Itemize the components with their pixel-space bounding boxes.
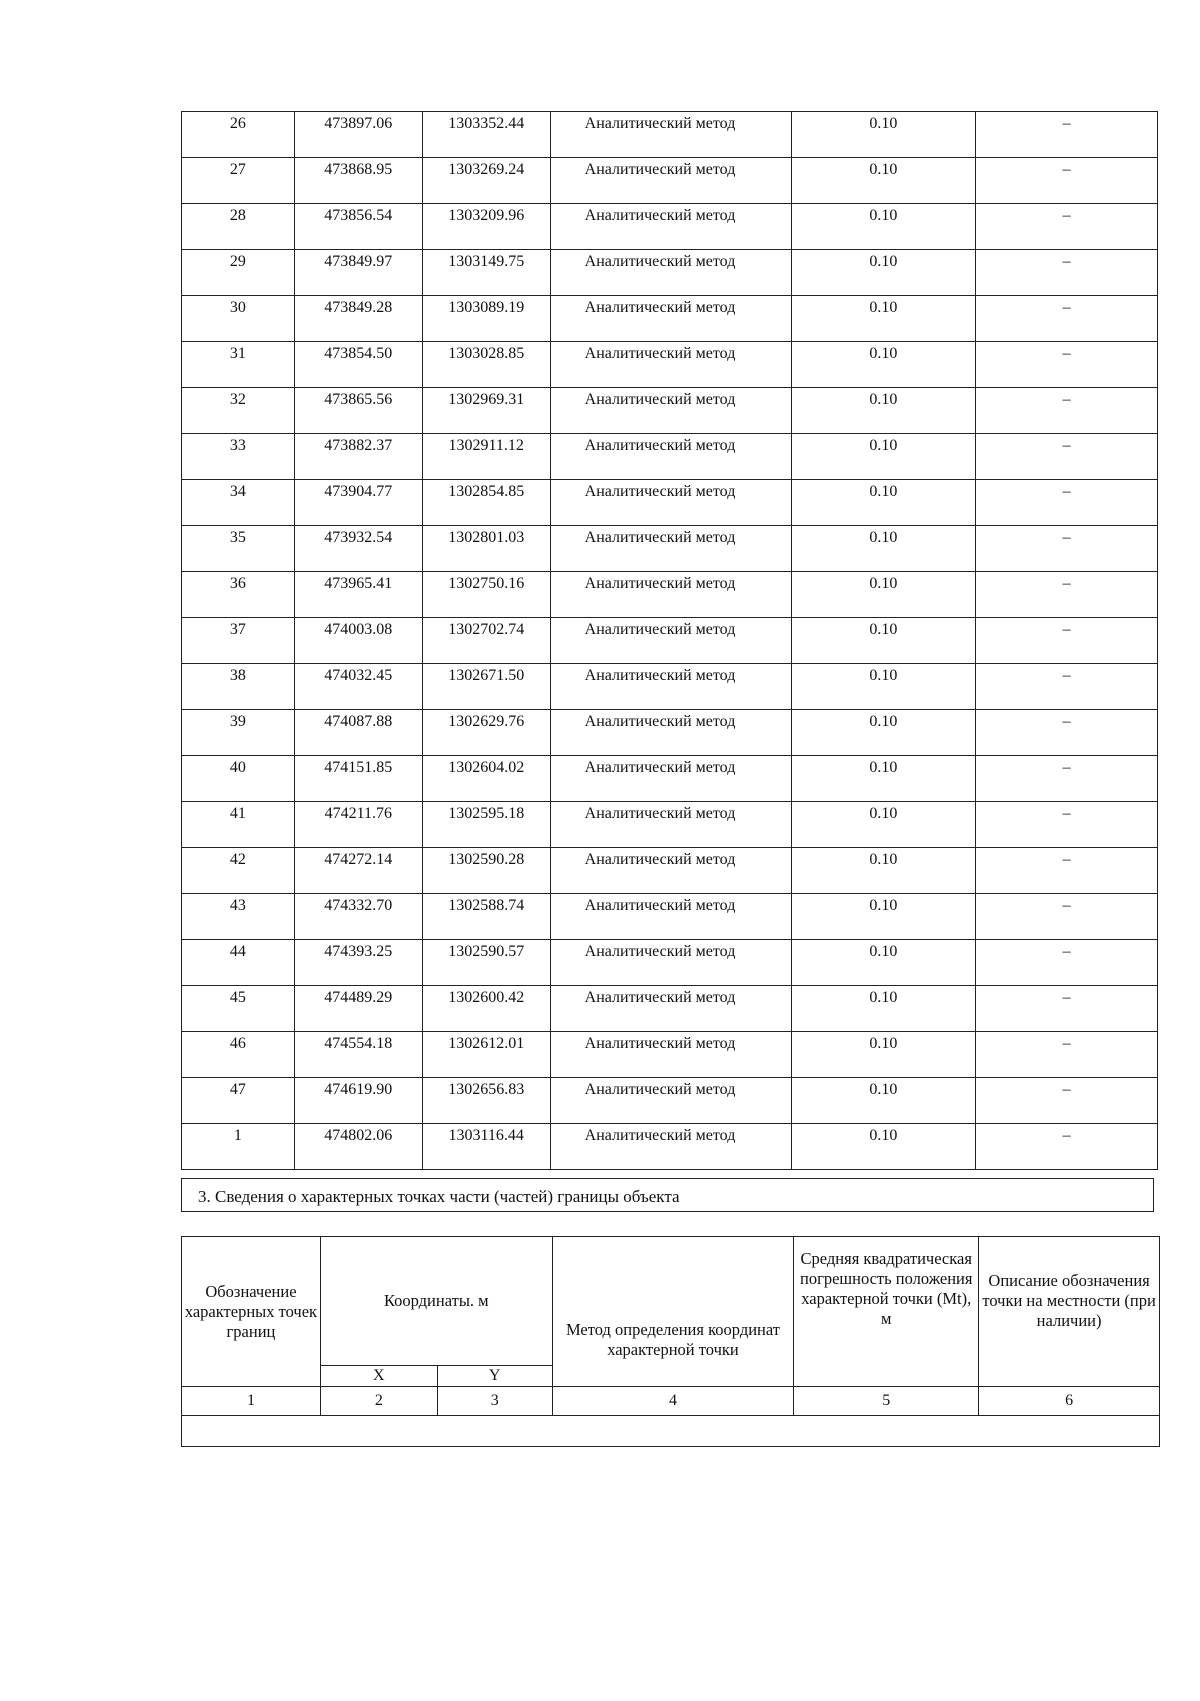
point-number: 27 xyxy=(182,158,295,204)
accuracy: 0.10 xyxy=(791,204,976,250)
coord-y: 1303028.85 xyxy=(422,342,550,388)
description: – xyxy=(976,204,1158,250)
table-row xyxy=(182,1032,1158,1078)
point-number: 44 xyxy=(182,940,295,986)
method: Аналитический метод xyxy=(550,1124,791,1170)
description: – xyxy=(976,526,1158,572)
description: – xyxy=(976,986,1158,1032)
table-row xyxy=(182,296,1158,342)
coordinates-table xyxy=(181,111,1158,1170)
coord-x: 474032.45 xyxy=(294,664,422,710)
coord-x: 474087.88 xyxy=(294,710,422,756)
coord-x: 474489.29 xyxy=(294,986,422,1032)
description: – xyxy=(976,572,1158,618)
coord-x: 473897.06 xyxy=(294,112,422,158)
coord-y: 1302590.57 xyxy=(422,940,550,986)
method: Аналитический метод xyxy=(550,940,791,986)
method: Аналитический метод xyxy=(550,802,791,848)
table-row xyxy=(182,526,1158,572)
method: Аналитический метод xyxy=(550,756,791,802)
column-number-5: 5 xyxy=(794,1387,979,1416)
coord-y: 1302612.01 xyxy=(422,1032,550,1078)
coord-x: 473849.97 xyxy=(294,250,422,296)
table-row xyxy=(182,1124,1158,1170)
table-row xyxy=(182,756,1158,802)
method: Аналитический метод xyxy=(550,572,791,618)
coord-x: 474272.14 xyxy=(294,848,422,894)
point-number: 46 xyxy=(182,1032,295,1078)
accuracy: 0.10 xyxy=(791,112,976,158)
coord-x: 473868.95 xyxy=(294,158,422,204)
method: Аналитический метод xyxy=(550,204,791,250)
method: Аналитический метод xyxy=(550,342,791,388)
table-row xyxy=(182,572,1158,618)
point-number: 40 xyxy=(182,756,295,802)
header-method: Метод определения координат характерной точки xyxy=(552,1237,794,1387)
accuracy: 0.10 xyxy=(791,664,976,710)
header-x: X xyxy=(320,1366,437,1387)
description: – xyxy=(976,158,1158,204)
table-row xyxy=(182,480,1158,526)
coord-y: 1302590.28 xyxy=(422,848,550,894)
coord-x: 474802.06 xyxy=(294,1124,422,1170)
coordinates-table-body xyxy=(182,112,1158,1170)
accuracy: 0.10 xyxy=(791,1032,976,1078)
accuracy: 0.10 xyxy=(791,1078,976,1124)
accuracy: 0.10 xyxy=(791,296,976,342)
accuracy: 0.10 xyxy=(791,434,976,480)
description: – xyxy=(976,894,1158,940)
coord-y: 1303352.44 xyxy=(422,112,550,158)
coord-x: 474554.18 xyxy=(294,1032,422,1078)
point-number: 33 xyxy=(182,434,295,480)
method: Аналитический метод xyxy=(550,1078,791,1124)
accuracy: 0.10 xyxy=(791,848,976,894)
header-coordinates: Координаты. м xyxy=(320,1237,552,1366)
description: – xyxy=(976,1032,1158,1078)
accuracy: 0.10 xyxy=(791,572,976,618)
coord-x: 474332.70 xyxy=(294,894,422,940)
method: Аналитический метод xyxy=(550,480,791,526)
coord-x: 473904.77 xyxy=(294,480,422,526)
accuracy: 0.10 xyxy=(791,388,976,434)
column-number-2: 2 xyxy=(320,1387,437,1416)
description: – xyxy=(976,618,1158,664)
description: – xyxy=(976,802,1158,848)
header-accuracy: Средняя квадратическая погрешность положения характерной точки (Mt), м xyxy=(794,1237,979,1387)
header-description: Описание обозначения точки на местности (при наличии) xyxy=(979,1237,1160,1387)
accuracy: 0.10 xyxy=(791,894,976,940)
table-row xyxy=(182,618,1158,664)
accuracy: 0.10 xyxy=(791,756,976,802)
point-number: 45 xyxy=(182,986,295,1032)
coord-y: 1303269.24 xyxy=(422,158,550,204)
coord-y: 1303089.19 xyxy=(422,296,550,342)
coord-y: 1302588.74 xyxy=(422,894,550,940)
coord-y: 1303116.44 xyxy=(422,1124,550,1170)
coord-y: 1302702.74 xyxy=(422,618,550,664)
header-y: Y xyxy=(437,1366,552,1387)
coord-x: 474619.90 xyxy=(294,1078,422,1124)
table-row xyxy=(182,710,1158,756)
description: – xyxy=(976,296,1158,342)
column-number-4: 4 xyxy=(552,1387,794,1416)
coord-x: 474151.85 xyxy=(294,756,422,802)
coord-x: 473849.28 xyxy=(294,296,422,342)
table-row xyxy=(182,1078,1158,1124)
method: Аналитический метод xyxy=(550,434,791,480)
point-number: 37 xyxy=(182,618,295,664)
table-row xyxy=(182,848,1158,894)
method: Аналитический метод xyxy=(550,894,791,940)
table-row xyxy=(182,664,1158,710)
point-number: 1 xyxy=(182,1124,295,1170)
coord-y: 1302854.85 xyxy=(422,480,550,526)
point-number: 32 xyxy=(182,388,295,434)
coord-y: 1303149.75 xyxy=(422,250,550,296)
table-row xyxy=(182,342,1158,388)
coord-x: 474211.76 xyxy=(294,802,422,848)
coord-x: 473932.54 xyxy=(294,526,422,572)
point-number: 35 xyxy=(182,526,295,572)
coord-x: 474003.08 xyxy=(294,618,422,664)
method: Аналитический метод xyxy=(550,710,791,756)
table-row xyxy=(182,158,1158,204)
accuracy: 0.10 xyxy=(791,526,976,572)
accuracy: 0.10 xyxy=(791,342,976,388)
coord-y: 1302629.76 xyxy=(422,710,550,756)
coord-x: 473865.56 xyxy=(294,388,422,434)
method: Аналитический метод xyxy=(550,388,791,434)
coord-y: 1303209.96 xyxy=(422,204,550,250)
point-number: 39 xyxy=(182,710,295,756)
section-3-caption xyxy=(181,1178,1154,1212)
table-row xyxy=(182,250,1158,296)
header-point: Обозначение характерных точек границ xyxy=(182,1237,321,1387)
method: Аналитический метод xyxy=(550,848,791,894)
accuracy: 0.10 xyxy=(791,940,976,986)
coord-y: 1302595.18 xyxy=(422,802,550,848)
column-number-3: 3 xyxy=(437,1387,552,1416)
accuracy: 0.10 xyxy=(791,802,976,848)
point-number: 42 xyxy=(182,848,295,894)
coord-x: 473882.37 xyxy=(294,434,422,480)
method: Аналитический метод xyxy=(550,618,791,664)
point-number: 36 xyxy=(182,572,295,618)
description: – xyxy=(976,434,1158,480)
description: – xyxy=(976,480,1158,526)
method: Аналитический метод xyxy=(550,986,791,1032)
description: – xyxy=(976,1124,1158,1170)
coord-x: 474393.25 xyxy=(294,940,422,986)
method: Аналитический метод xyxy=(550,112,791,158)
accuracy: 0.10 xyxy=(791,480,976,526)
point-number: 30 xyxy=(182,296,295,342)
table-row xyxy=(182,434,1158,480)
accuracy: 0.10 xyxy=(791,250,976,296)
coord-y: 1302656.83 xyxy=(422,1078,550,1124)
table-row xyxy=(182,204,1158,250)
method: Аналитический метод xyxy=(550,158,791,204)
accuracy: 0.10 xyxy=(791,710,976,756)
method: Аналитический метод xyxy=(550,526,791,572)
accuracy: 0.10 xyxy=(791,986,976,1032)
method: Аналитический метод xyxy=(550,250,791,296)
coord-x: 473856.54 xyxy=(294,204,422,250)
coord-y: 1302604.02 xyxy=(422,756,550,802)
parts-header-table xyxy=(181,1236,1160,1447)
table-row xyxy=(182,388,1158,434)
description: – xyxy=(976,342,1158,388)
description: – xyxy=(976,710,1158,756)
table-row xyxy=(182,802,1158,848)
description: – xyxy=(976,250,1158,296)
point-number: 34 xyxy=(182,480,295,526)
coord-x: 473854.50 xyxy=(294,342,422,388)
method: Аналитический метод xyxy=(550,1032,791,1078)
point-number: 41 xyxy=(182,802,295,848)
point-number: 26 xyxy=(182,112,295,158)
description: – xyxy=(976,756,1158,802)
table-row xyxy=(182,112,1158,158)
table-row xyxy=(182,894,1158,940)
section-3-title: 3. Сведения о характерных точках части (частей) границы объекта xyxy=(198,1187,680,1206)
coord-x: 473965.41 xyxy=(294,572,422,618)
coord-y: 1302671.50 xyxy=(422,664,550,710)
point-number: 31 xyxy=(182,342,295,388)
description: – xyxy=(976,1078,1158,1124)
accuracy: 0.10 xyxy=(791,618,976,664)
description: – xyxy=(976,112,1158,158)
description: – xyxy=(976,388,1158,434)
coord-y: 1302600.42 xyxy=(422,986,550,1032)
description: – xyxy=(976,940,1158,986)
description: – xyxy=(976,664,1158,710)
coord-y: 1302969.31 xyxy=(422,388,550,434)
point-number: 38 xyxy=(182,664,295,710)
point-number: 43 xyxy=(182,894,295,940)
description: – xyxy=(976,848,1158,894)
coord-y: 1302801.03 xyxy=(422,526,550,572)
point-number: 28 xyxy=(182,204,295,250)
point-number: 29 xyxy=(182,250,295,296)
coord-y: 1302911.12 xyxy=(422,434,550,480)
column-number-1: 1 xyxy=(182,1387,321,1416)
point-number: 47 xyxy=(182,1078,295,1124)
accuracy: 0.10 xyxy=(791,158,976,204)
table-row xyxy=(182,986,1158,1032)
column-number-6: 6 xyxy=(979,1387,1160,1416)
method: Аналитический метод xyxy=(550,296,791,342)
method: Аналитический метод xyxy=(550,664,791,710)
empty-data-row xyxy=(182,1416,1160,1447)
coord-y: 1302750.16 xyxy=(422,572,550,618)
accuracy: 0.10 xyxy=(791,1124,976,1170)
table-row xyxy=(182,940,1158,986)
